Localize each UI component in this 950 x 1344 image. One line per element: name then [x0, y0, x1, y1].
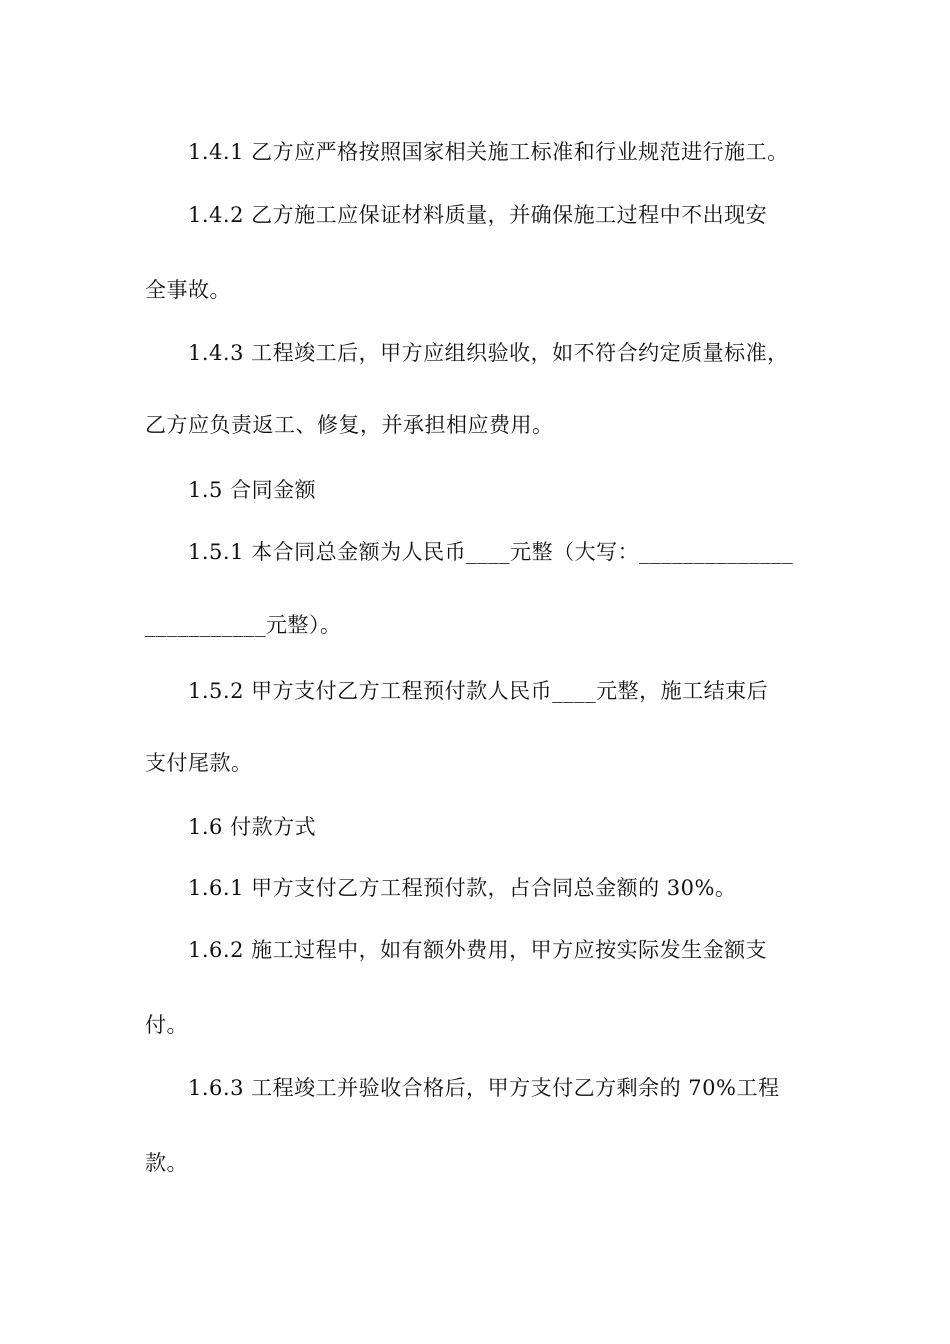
clause-1-6-2: 1.6.2 施工过程中，如有额外费用，甲方应按实际发生金额支	[188, 938, 768, 962]
clause-1-5-2: 1.5.2 甲方支付乙方工程预付款人民币____元整，施工结束后	[188, 679, 769, 703]
clause-1-6-2-continuation: 付。	[145, 1013, 188, 1037]
clause-1-6-1: 1.6.1 甲方支付乙方工程预付款，占合同总金额的 30%。	[188, 876, 737, 900]
clause-1-5-1: 1.5.1 本合同总金额为人民币____元整（大写：______________	[188, 540, 794, 564]
clause-1-4-3-continuation: 乙方应负责返工、修复，并承担相应费用。	[145, 413, 554, 437]
section-heading-1-6: 1.6 付款方式	[188, 815, 317, 839]
clause-1-4-2-continuation: 全事故。	[145, 278, 231, 302]
section-heading-1-5: 1.5 合同金额	[188, 478, 317, 502]
clause-1-4-3: 1.4.3 工程竣工后，甲方应组织验收，如不符合约定质量标准，	[188, 341, 789, 365]
clause-1-6-3: 1.6.3 工程竣工并验收合格后，甲方支付乙方剩余的 70%工程	[188, 1076, 780, 1100]
clause-1-4-1: 1.4.1 乙方应严格按照国家相关施工标准和行业规范进行施工。	[188, 140, 789, 164]
clause-1-5-1-continuation: ___________元整）。	[145, 613, 342, 637]
clause-1-5-2-continuation: 支付尾款。	[145, 751, 253, 775]
clause-1-4-2: 1.4.2 乙方施工应保证材料质量，并确保施工过程中不出现安	[188, 203, 768, 227]
clause-1-6-3-continuation: 款。	[145, 1151, 188, 1175]
